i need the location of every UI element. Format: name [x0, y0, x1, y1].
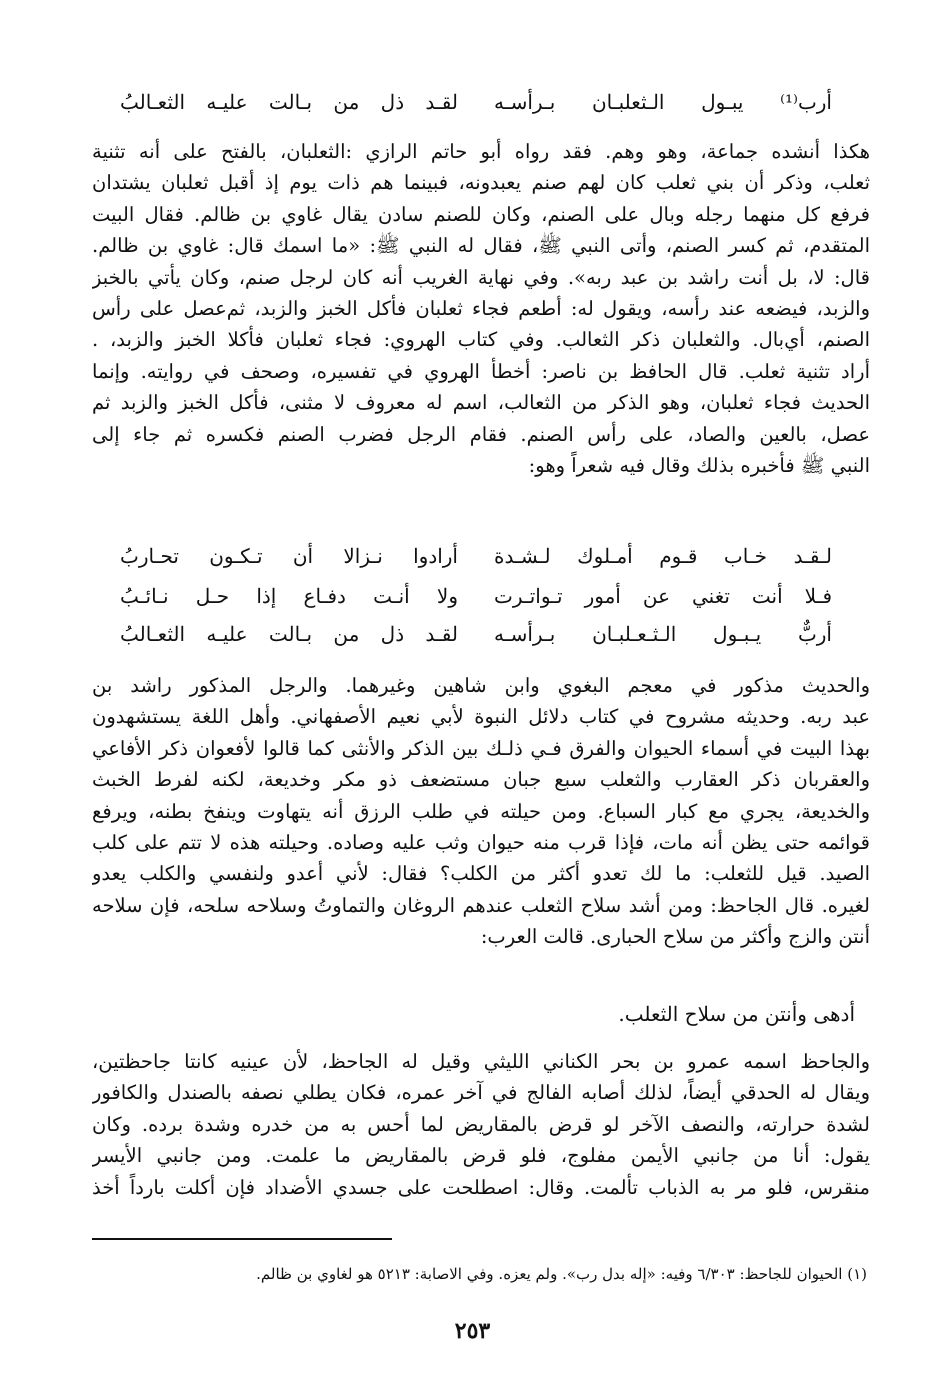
- text-line: المتقدم، ثم كسر الصنم، وأتى النبي ﷺ، فقال له النبي ﷺ: «ما اسمك قال: غاوي بن ظالم.: [92, 234, 870, 258]
- verse-hemistich-left: أرادوا نـزالا أن تـكـون تحـاربُ: [120, 544, 458, 568]
- verse-hemistich-left: لقـد ذل من بـالت عليـه الثعـالبُ: [120, 90, 458, 114]
- verse-hemistich-right: لـقـد خـاب قـوم أمـلوك لـشـدة: [494, 544, 832, 568]
- paragraph-3: [92, 1046, 870, 1203]
- text-line: الحديث فجاء ثعلبان، وهو الذكر من الثعالب، اسم له معروف لا مثنى، فأكل الخبز والزبد ثم: [92, 391, 870, 415]
- paragraph-2: [92, 670, 870, 953]
- text-line: النبي ﷺ فأخبره بذلك وقال فيه شعراً وهو:: [528, 453, 870, 477]
- text-line: يقول: أنا من جانبي الأيمن مفلوج، فلو قرض بالمقاريض ما علمت. ومن جانبي الأيسر: [92, 1144, 870, 1168]
- text-line: والخديعة، يجري مع كبار السباع. ومن حيلته في طلب الرزق أنه يتهاوت وينفخ بطنه، ويرفع: [92, 799, 870, 823]
- text-line: والجاحظ اسمه عمرو بن بحر الكناني الليثي وقيل له الجاحظ، لأن عينيه كانتا جاحظتين،: [92, 1050, 870, 1073]
- text-line: ثعلب، وذكر أن بني ثعلب كان لهم صنم يعبدونه، فبينما هم ذات يوم إذ أقبل ثعلبان يشتدان: [92, 171, 870, 195]
- verse-hemistich-right: أرب⁽¹⁾ يبـول الـثعلبـان بـرأسـه: [494, 90, 832, 114]
- footnote: (١) الحيوان للجاحظ: ٦/٣٠٣ وفيه: «إله بدل رب». ولم يعزه. وفي الاصابة: ٥٢١٣ هو لغاوي بن ظالم.: [256, 1265, 867, 1283]
- verse-hemistich-right: فـلا أنت تغني عن أمور تـواتـرت: [494, 584, 832, 608]
- poem-line-2: [120, 578, 832, 614]
- proverb-line: أدهى وأنتن من سلاح الثعلب.: [618, 1002, 855, 1026]
- verse-hemistich-left: ولا أنـت دفـاع إذا حـل نـائـبُ: [120, 584, 458, 608]
- text-line: والعقربان ذكر العقارب والثعلب سبع جبان مستضعف ذو مكر وخديعة، لكنه لفرط الخبث: [92, 768, 870, 792]
- footnote-separator: [92, 1238, 392, 1240]
- verse-line-top: [120, 84, 832, 120]
- text-line: الصنم، أي‌بال. والثعلبان ذكر الثعالب. وفي كتاب الهروي: فجاء ثعلبان فأكلا الخبز والزبد، .: [92, 328, 870, 352]
- text-line: منقرس، فلو مر به الذباب تألمت. وقال: اصطلحت على جسدي الأضداد فإن أكلت بارداً أخذ: [92, 1175, 870, 1199]
- text-line: أراد تثنية ثعلب. قال الحافظ بن ناصر: أخطأ الهروي في تفسيره، وصحف في روايته. وإنما: [92, 359, 870, 383]
- text-line: قوائمه حتى يظن أنه مات، فإذا قرب منه حيوان وثب عليه وصاده. وحيلته هذه لا تتم على كلب: [92, 830, 870, 854]
- page-number: ٢٥٣: [454, 1318, 491, 1344]
- text-line: لشدة حرارته، والنصف الآخر لو قرض بالمقاريض لما أحس به من خدره وشدة برده. وكان: [92, 1112, 870, 1136]
- text-line: عبد ربه. وحديثه مشروح في كتاب دلائل النبوة لأبي نعيم الأصفهاني. وأهل اللغة يستشهدون: [92, 705, 870, 729]
- text-line: بهذا البيت في أسماء الحيوان والفرق فـي ذلـك بين الذكر والأنثى كما قالوا لأفعوان ذكر الأفاعي: [92, 736, 870, 760]
- poem-line-1: [120, 538, 832, 574]
- text-line: الصيد. قيل للثعلب: ما لك تعدو أكثر من الكلب؟ فقال: لأني أعدو ولنفسي والكلب يعدو: [92, 862, 870, 886]
- text-line: ويقال له الحدقي أيضاً، لذلك أصابه الفالج في آخر عمره، فكان يطلي نصفه بالصندل والكافور: [92, 1081, 870, 1105]
- text-line: قال: لا، بل أنت راشد بن عبد ربه». وفي نهاية الغريب أنه كان لرجل صنم، وكان يأتي بالخبز: [92, 265, 870, 289]
- text-line: فرفع كل منهما رجله وبال على الصنم، وكان للصنم سادن يقال غاوي بن ظالم. فقال البيت: [92, 202, 870, 226]
- text-line: عصل، بالعين والصاد، على رأس الصنم. فقام الرجل فضرب الصنم فكسره ثم جاء إلى: [92, 422, 870, 446]
- verse-hemistich-left: لقـد ذل من بـالت عليـه الثعـالبُ: [120, 622, 458, 646]
- text-line: لغيره. قال الجاحظ: ومن أشد سلاح الثعلب عندهم الروغان والتماوتُ وسلاحه سلحه، فإن سلاحه: [92, 893, 870, 917]
- text-line: والزبد، فيضعه عند رأسه، ويقول له: أطعم فجاء ثعلبان فأكل الخبز والزبد، ثم‌عصل على رأس: [92, 296, 870, 320]
- text-line: أنتن والزج وأكثر من سلاح الحبارى. قالت العرب:: [480, 925, 870, 949]
- paragraph-1: [92, 136, 870, 481]
- poem-line-3: [120, 616, 832, 652]
- verse-hemistich-right: أربٌّ يـبـول الـثـعـلبـان بـرأسـه: [494, 622, 832, 646]
- text-line: والحديث مذكور في معجم البغوي وابن شاهين وغيرهما. والرجل المذكور راشد بن: [92, 674, 870, 697]
- text-line: هكذا أنشده جماعة، وهو وهم. فقد رواه أبو حاتم الرازي :الثعلبان، بالفتح على أنه تثنية: [92, 140, 870, 163]
